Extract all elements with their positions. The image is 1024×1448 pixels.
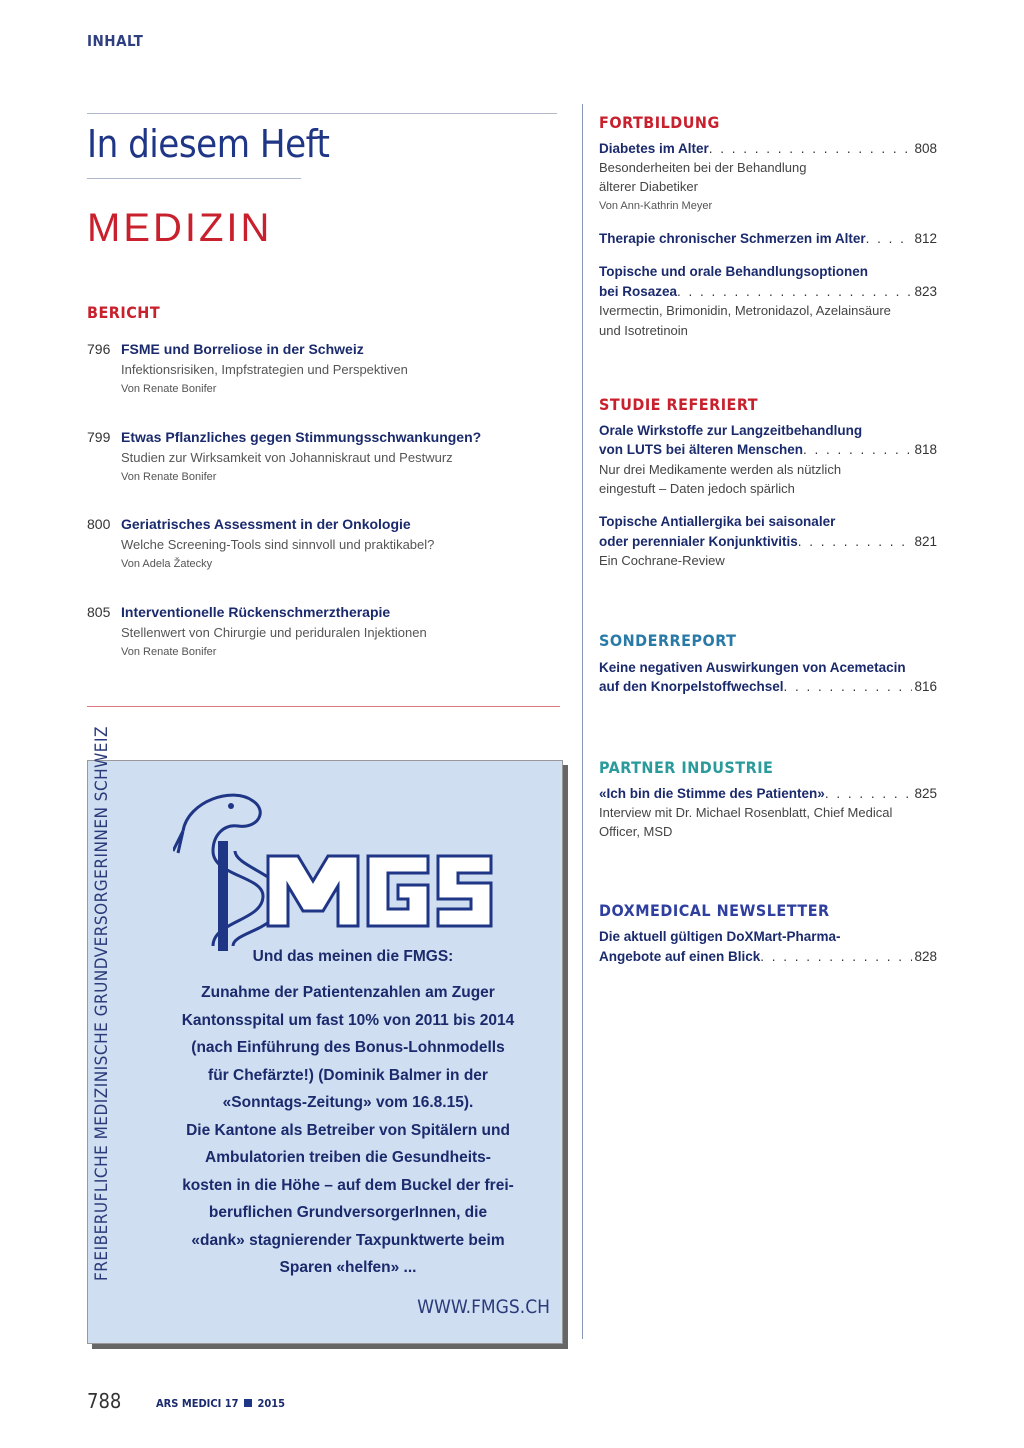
entry-title: auf den Knorpelstoffwechsel <box>599 679 784 694</box>
entry-title: Angebote auf einen Blick <box>599 949 761 964</box>
article-page: 796 <box>87 341 111 357</box>
entry-page: 812 <box>914 231 937 246</box>
entry-page: 823 <box>914 284 937 299</box>
entry-page: 818 <box>914 442 937 457</box>
divider <box>87 706 560 707</box>
article-page: 799 <box>87 429 111 445</box>
entry-subtitle: und Isotretinoin <box>599 323 688 338</box>
article-subtitle: Stellenwert von Chirurgie und periduralen Injektionen <box>121 625 427 640</box>
article-author: Von Renate Bonifer <box>121 383 217 395</box>
toc-entry-acemetacin[interactable] <box>599 679 937 694</box>
entry-subtitle: Ivermectin, Brimonidin, Metronidazol, Azelainsäure <box>599 303 891 318</box>
page-title: In diesem Heft <box>87 122 330 166</box>
separator-square-icon <box>244 1399 252 1407</box>
entry-subtitle: älterer Diabetiker <box>599 179 698 194</box>
article-author: Von Renate Bonifer <box>121 646 217 658</box>
entry-title: Diabetes im Alter <box>599 141 709 156</box>
category-newsletter: DOXMEDICAL NEWSLETTER <box>599 901 830 920</box>
entry-page: 825 <box>914 786 937 801</box>
ad-line: Sparen «helfen» ... <box>279 1259 417 1276</box>
magazine-name: ARS MEDICI 17 <box>156 1397 239 1410</box>
column-divider <box>582 104 583 1339</box>
toc-entry-stimme[interactable] <box>599 786 937 801</box>
entry-title[interactable]: Topische und orale Behandlungsoptionen <box>599 264 869 279</box>
ad-vertical-text: FREIBERUFLICHE MEDIZINISCHE GRUNDVERSORGERINNEN SCHWEIZ <box>92 726 112 1281</box>
footer-magazine <box>156 1397 285 1410</box>
ad-line: (nach Einführung des Bonus-Lohnmodells <box>191 1039 505 1056</box>
entry-subtitle: eingestuft – Daten jedoch spärlich <box>599 481 795 496</box>
article-subtitle: Welche Screening-Tools sind sinnvoll und praktikabel? <box>121 537 435 552</box>
entry-subtitle: Ein Cochrane-Review <box>599 553 725 568</box>
article-title[interactable]: Interventionelle Rückenschmerztherapie <box>121 604 391 620</box>
ad-line: «dank» stagnierender Taxpunktwerte beim <box>191 1231 505 1249</box>
entry-page: 816 <box>914 679 937 694</box>
category-bericht: BERICHT <box>87 303 161 322</box>
entry-subtitle: Nur drei Medikamente werden als nützlich <box>599 462 842 477</box>
article-title[interactable]: Geriatrisches Assessment in der Onkologie <box>121 516 411 532</box>
toc-entry-doxmart[interactable] <box>599 949 937 964</box>
section-header: INHALT <box>87 32 144 50</box>
article-subtitle: Studien zur Wirksamkeit von Johanniskraut und Pestwurz <box>121 450 453 465</box>
entry-page: 821 <box>914 534 937 549</box>
ad-line: kosten in die Höhe – auf dem Buckel der frei- <box>182 1176 514 1194</box>
entry-title[interactable]: Orale Wirkstoffe zur Langzeitbehandlung <box>599 423 863 438</box>
ad-url-link[interactable]: WWW.FMGS.CH <box>417 1296 550 1318</box>
ad-body <box>138 979 558 1282</box>
article-title[interactable]: FSME und Borreliose in der Schweiz <box>121 341 364 357</box>
toc-entry-diabetes[interactable] <box>599 141 937 156</box>
entry-author: Von Ann-Kathrin Meyer <box>599 200 713 212</box>
category-partner: PARTNER INDUSTRIE <box>599 758 774 777</box>
toc-entry-luts[interactable] <box>599 442 937 457</box>
entry-title: «Ich bin die Stimme des Patienten» <box>599 786 825 801</box>
entry-title: bei Rosazea <box>599 284 678 299</box>
ad-line: für Chefärzte!) (Dominik Balmer in der <box>208 1066 488 1084</box>
category-sonderreport: SONDERREPORT <box>599 631 737 650</box>
divider <box>87 113 557 114</box>
ad-line: «Sonntags-Zeitung» vom 16.8.15). <box>222 1094 474 1111</box>
ad-line: Zunahme der Patientenzahlen am Zuger <box>201 984 495 1001</box>
page-number: 788 <box>87 1389 122 1413</box>
toc-entry-schmerzen[interactable] <box>599 231 937 246</box>
entry-title[interactable]: Die aktuell gültigen DoXMart-Pharma- <box>599 929 841 944</box>
entry-title[interactable]: Topische Antiallergika bei saisonaler <box>599 514 836 529</box>
entry-page: 808 <box>914 141 937 156</box>
entry-subtitle: Officer, MSD <box>599 824 673 839</box>
fmgs-logo <box>173 781 493 951</box>
article-page: 800 <box>87 516 111 532</box>
ad-line: Kantonsspital um fast 10% von 2011 bis 2014 <box>181 1011 515 1029</box>
entry-title[interactable]: Keine negativen Auswirkungen von Acemetacin <box>599 660 906 675</box>
ad-heading: Und das meinen die FMGS: <box>252 948 454 965</box>
entry-title: Therapie chronischer Schmerzen im Alter <box>599 231 866 246</box>
entry-subtitle: Interview mit Dr. Michael Rosenblatt, Chief Medical <box>599 805 893 820</box>
toc-entry-konjunktivitis[interactable] <box>599 534 937 549</box>
divider <box>87 178 301 179</box>
article-title[interactable]: Etwas Pflanzliches gegen Stimmungsschwankungen? <box>121 429 482 445</box>
entry-title: oder perennialer Konjunktivitis <box>599 534 798 549</box>
ad-line: Ambulatorien treiben die Gesundheits- <box>205 1149 491 1166</box>
category-studie: STUDIE REFERIERT <box>599 395 759 414</box>
article-page: 805 <box>87 604 111 620</box>
entry-page: 828 <box>914 949 937 964</box>
category-fortbildung: FORTBILDUNG <box>599 113 720 132</box>
section-title: MEDIZIN <box>87 206 273 250</box>
fmgs-advertisement <box>87 726 563 1344</box>
entry-title: von LUTS bei älteren Menschen <box>599 442 804 457</box>
magazine-year: 2015 <box>257 1397 285 1410</box>
toc-entry-rosazea[interactable] <box>599 284 937 299</box>
article-author: Von Adela Žatecky <box>121 558 213 570</box>
article-author: Von Renate Bonifer <box>121 471 217 483</box>
article-subtitle: Infektionsrisiken, Impfstrategien und Perspektiven <box>121 362 408 377</box>
ad-line: Die Kantone als Betreiber von Spitälern und <box>186 1121 510 1139</box>
entry-subtitle: Besonderheiten bei der Behandlung <box>599 160 807 175</box>
ad-line: beruflichen GrundversorgerInnen, die <box>208 1204 488 1221</box>
